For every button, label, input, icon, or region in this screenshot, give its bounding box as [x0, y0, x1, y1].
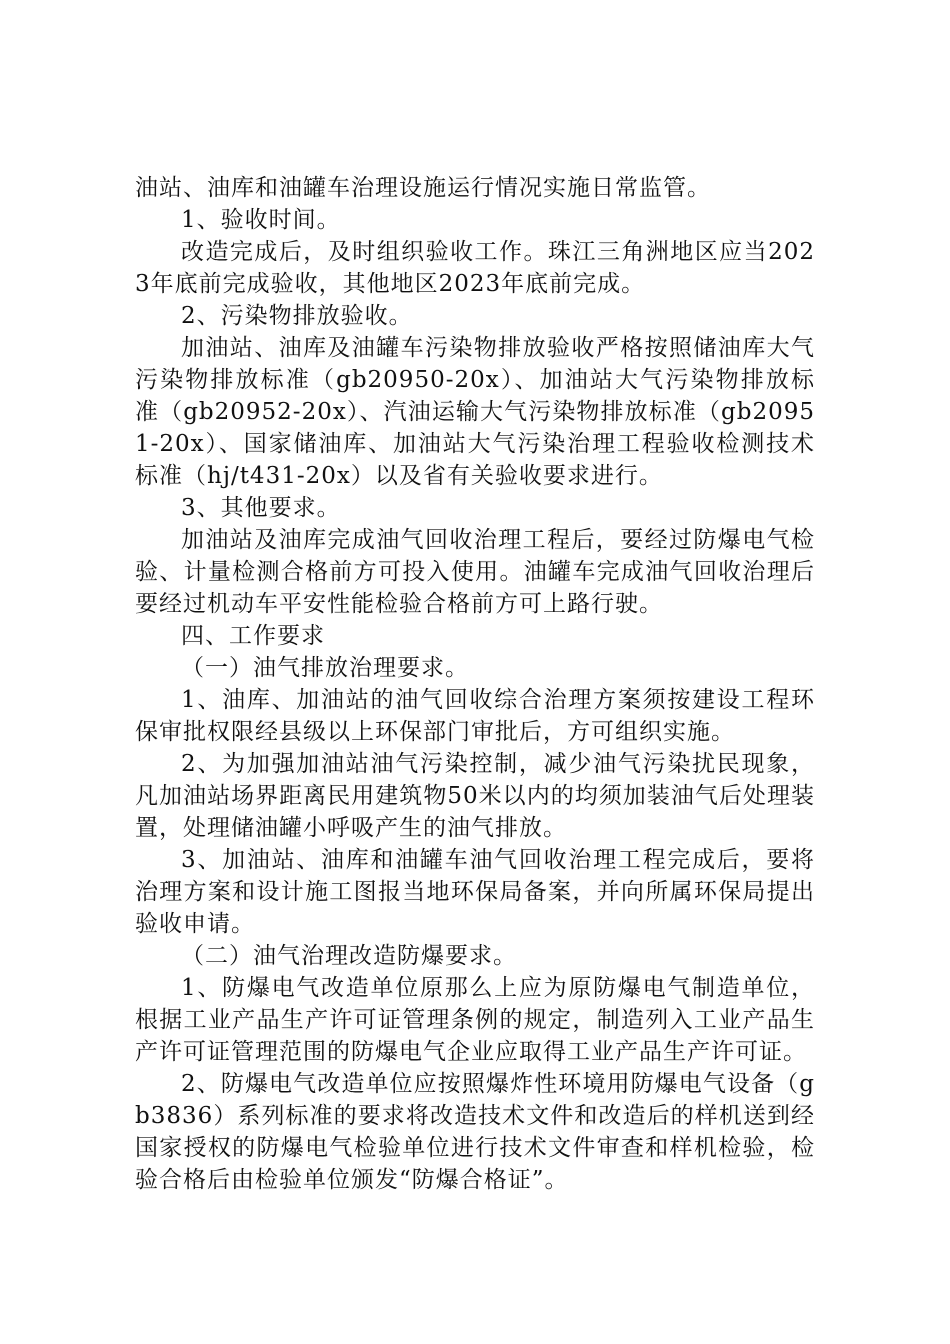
- paragraph: 2、为加强加油站油气污染控制，减少油气污染扰民现象，凡加油站场界距离民用建筑物50米以内的均须加装油气后处理装置，处理储油罐小呼吸产生的油气排放。: [135, 751, 815, 841]
- chapter-heading: 四、工作要求: [181, 623, 325, 649]
- section-heading: 2、污染物排放验收。: [181, 303, 413, 329]
- paragraph: 1、油库、加油站的油气回收综合治理方案须按建设工程环保审批权限经县级以上环保部门审批后，方可组织实施。: [135, 687, 815, 745]
- subsection-heading: （一）油气排放治理要求。: [181, 655, 469, 681]
- document-body: [135, 172, 815, 1196]
- paragraph: 3、加油站、油库和油罐车油气回收治理工程完成后，要将治理方案和设计施工图报当地环保局备案，并向所属环保局提出验收申请。: [135, 847, 815, 937]
- paragraph: 油站、油库和油罐车治理设施运行情况实施日常监管。: [135, 175, 711, 201]
- paragraph: 1、防爆电气改造单位原那么上应为原防爆电气制造单位，根据工业产品生产许可证管理条例的规定，制造列入工业产品生产许可证管理范围的防爆电气企业应取得工业产品生产许可证。: [135, 975, 815, 1065]
- paragraph: 加油站、油库及油罐车污染物排放验收严格按照储油库大气污染物排放标准（gb20950-20x）、加油站大气污染物排放标准（gb20952-20x）、汽油运输大气污染物排放标准（gb20951-20x）、国家储油库、加油站大气污染治理工程验收检测技术标准（hj/t431-20x）以及省有关验收要求进行。: [135, 335, 815, 489]
- subsection-heading: （二）油气治理改造防爆要求。: [181, 943, 517, 969]
- section-heading: 1、验收时间。: [181, 207, 341, 233]
- paragraph: 改造完成后，及时组织验收工作。珠江三角洲地区应当2023年底前完成验收，其他地区2023年底前完成。: [135, 239, 815, 297]
- paragraph: 加油站及油库完成油气回收治理工程后，要经过防爆电气检验、计量检测合格前方可投入使用。油罐车完成油气回收治理后要经过机动车平安性能检验合格前方可上路行驶。: [135, 527, 815, 617]
- paragraph: 2、防爆电气改造单位应按照爆炸性环境用防爆电气设备（gb3836）系列标准的要求将改造技术文件和改造后的样机送到经国家授权的防爆电气检验单位进行技术文件审查和样机检验，检验合格后由检验单位颁发“防爆合格证”。: [135, 1071, 815, 1193]
- section-heading: 3、其他要求。: [181, 495, 341, 521]
